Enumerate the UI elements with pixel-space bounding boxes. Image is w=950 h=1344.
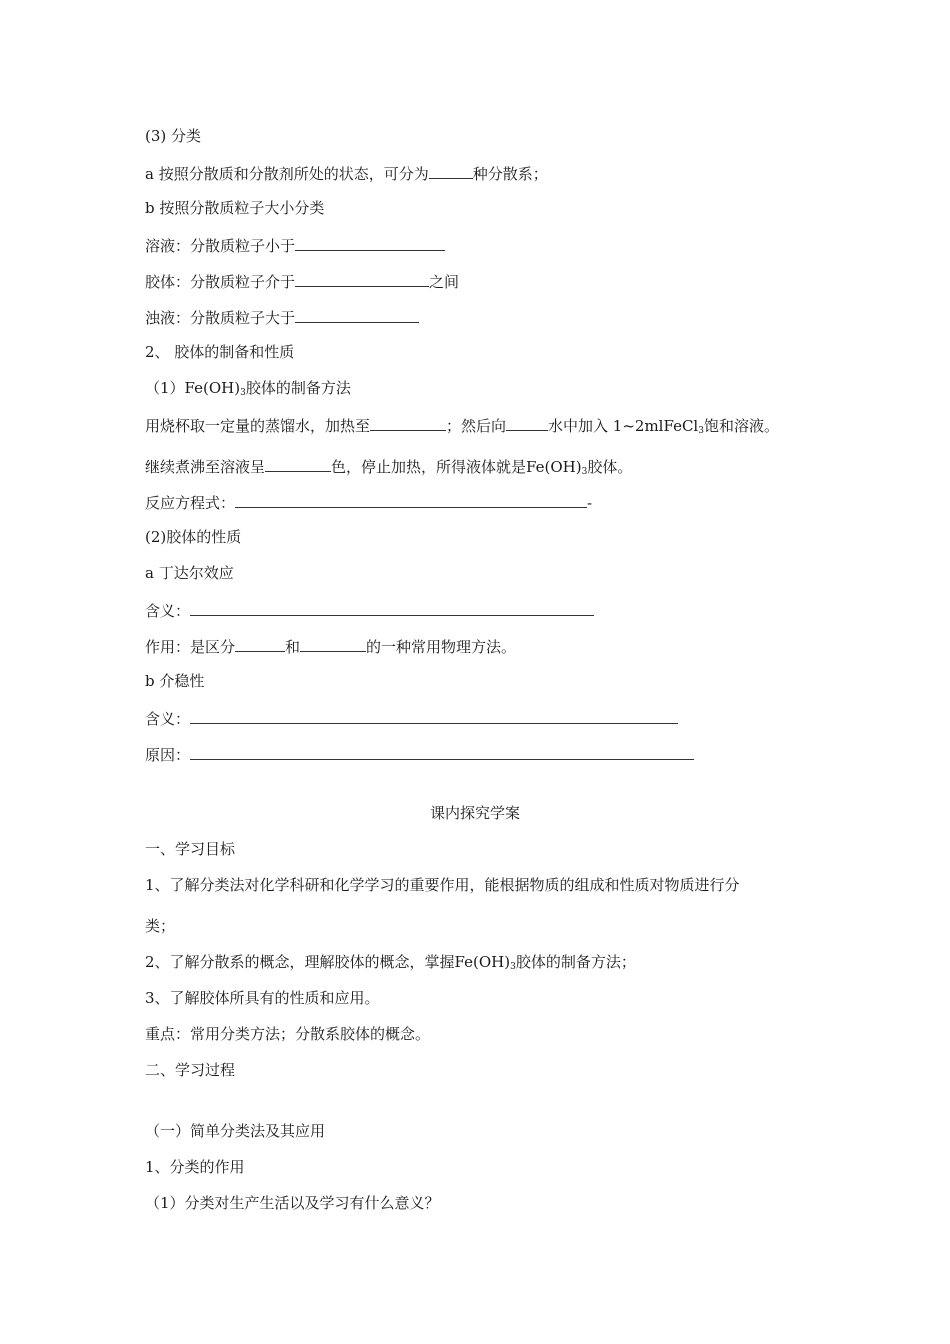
classify-a-text-end: 种分散系；: [472, 165, 548, 183]
classification-role-heading: 1、分类的作用: [145, 1158, 245, 1176]
properties-heading: (2)胶体的性质: [145, 528, 242, 546]
blank-metastable-meaning[interactable]: [190, 707, 678, 724]
equation-label: 反应方程式：: [145, 494, 236, 512]
blank-turbid[interactable]: [295, 306, 419, 323]
blank-colloid[interactable]: [295, 270, 429, 287]
goal-2: [145, 952, 636, 977]
equation-line: [145, 491, 592, 513]
section-3-heading: (3) 分类: [145, 127, 202, 145]
step1-text-d: 饱和溶液。: [703, 417, 779, 435]
prep-step2-line: [145, 455, 632, 482]
step2-text-a: 继续煮沸至溶液呈: [145, 458, 266, 476]
step2-text-b: 色，停止加热，所得液体就是Fe(OH): [331, 458, 582, 476]
section-2-heading: 2、 胶体的制备和性质: [145, 343, 295, 361]
goal-2-text-end: 胶体的制备方法；: [515, 953, 636, 971]
turbid-text: 浊液：分散质粒子大于: [145, 309, 296, 327]
blank-tyndall-meaning[interactable]: [190, 599, 594, 616]
blank-distinguish-1[interactable]: [235, 635, 285, 652]
turbid-line: [145, 306, 419, 328]
blank-solution[interactable]: [295, 234, 445, 251]
equation-end-mark: -: [587, 494, 593, 512]
prep-step1-line: [145, 414, 779, 441]
step1-text-b: ；然后向: [446, 417, 507, 435]
reason-label: 原因：: [145, 746, 191, 764]
meaning-label-1: 含义：: [145, 602, 191, 620]
step1-subscript: 3: [698, 426, 704, 436]
blank-color[interactable]: [265, 455, 331, 472]
colloid-text-end: 之间: [429, 273, 460, 291]
tyndall-heading: a 丁达尔效应: [145, 564, 234, 582]
colloid-line: [145, 270, 459, 292]
prep-heading-text: （1）Fe(OH): [145, 379, 241, 397]
blank-equation[interactable]: [235, 491, 587, 508]
focus-points: 重点：常用分类方法；分散系胶体的概念。: [145, 1025, 431, 1043]
step2-subscript: 3: [581, 467, 588, 477]
goal-1-continued: 类；: [145, 917, 176, 935]
prep-heading-text-end: 胶体的制备方法: [245, 379, 351, 397]
metastable-reason-line: [145, 743, 694, 765]
blank-distinguish-2[interactable]: [300, 635, 366, 652]
goal-1: 1、了解分类法对化学科研和化学学习的重要作用，能根据物质的组成和性质对物质进行分: [145, 876, 740, 894]
blank-water[interactable]: [506, 414, 548, 431]
blank-metastable-reason[interactable]: [190, 743, 694, 760]
process-heading: 二、学习过程: [145, 1061, 236, 1079]
blank-heat-to[interactable]: [370, 414, 446, 431]
prep-heading: [145, 378, 351, 403]
meaning-label-2: 含义：: [145, 710, 191, 728]
goal-2-subscript: 3: [510, 962, 516, 972]
goals-heading: 一、学习目标: [145, 840, 236, 858]
use-text-b: 和: [285, 638, 301, 656]
colloid-text: 胶体：分散质粒子介于: [145, 273, 296, 291]
prep-heading-subscript: 3: [240, 388, 246, 398]
tyndall-use-line: [145, 635, 516, 657]
use-text-a: 作用：是区分: [145, 638, 236, 656]
solution-text: 溶液：分散质粒子小于: [145, 237, 296, 255]
classify-a-line: [145, 162, 548, 184]
classify-b-line: b 按照分散质粒子大小分类: [145, 199, 325, 217]
tyndall-meaning-line: [145, 599, 594, 621]
goal-2-text: 2、了解分散系的概念，理解胶体的概念，掌握Fe(OH): [145, 953, 511, 971]
blank-count[interactable]: [429, 162, 473, 179]
part-1-heading: （一）简单分类法及其应用: [145, 1122, 326, 1140]
step2-text-c: 胶体。: [587, 458, 633, 476]
step1-text-a: 用烧杯取一定量的蒸馏水，加热至: [145, 417, 371, 435]
metastable-meaning-line: [145, 707, 678, 729]
metastable-heading: b 介稳性: [145, 672, 205, 690]
study-plan-title: 课内探究学案: [429, 804, 520, 822]
use-text-c: 的一种常用物理方法。: [366, 638, 517, 656]
solution-line: [145, 234, 445, 256]
goal-3: 3、了解胶体所具有的性质和应用。: [145, 989, 380, 1007]
classify-a-text: a 按照分散质和分散剂所处的状态，可分为: [145, 165, 429, 183]
step1-text-c: 水中加入 1~2mlFeCl: [548, 417, 699, 435]
question-1: （1）分类对生产生活以及学习有什么意义？: [145, 1194, 440, 1212]
